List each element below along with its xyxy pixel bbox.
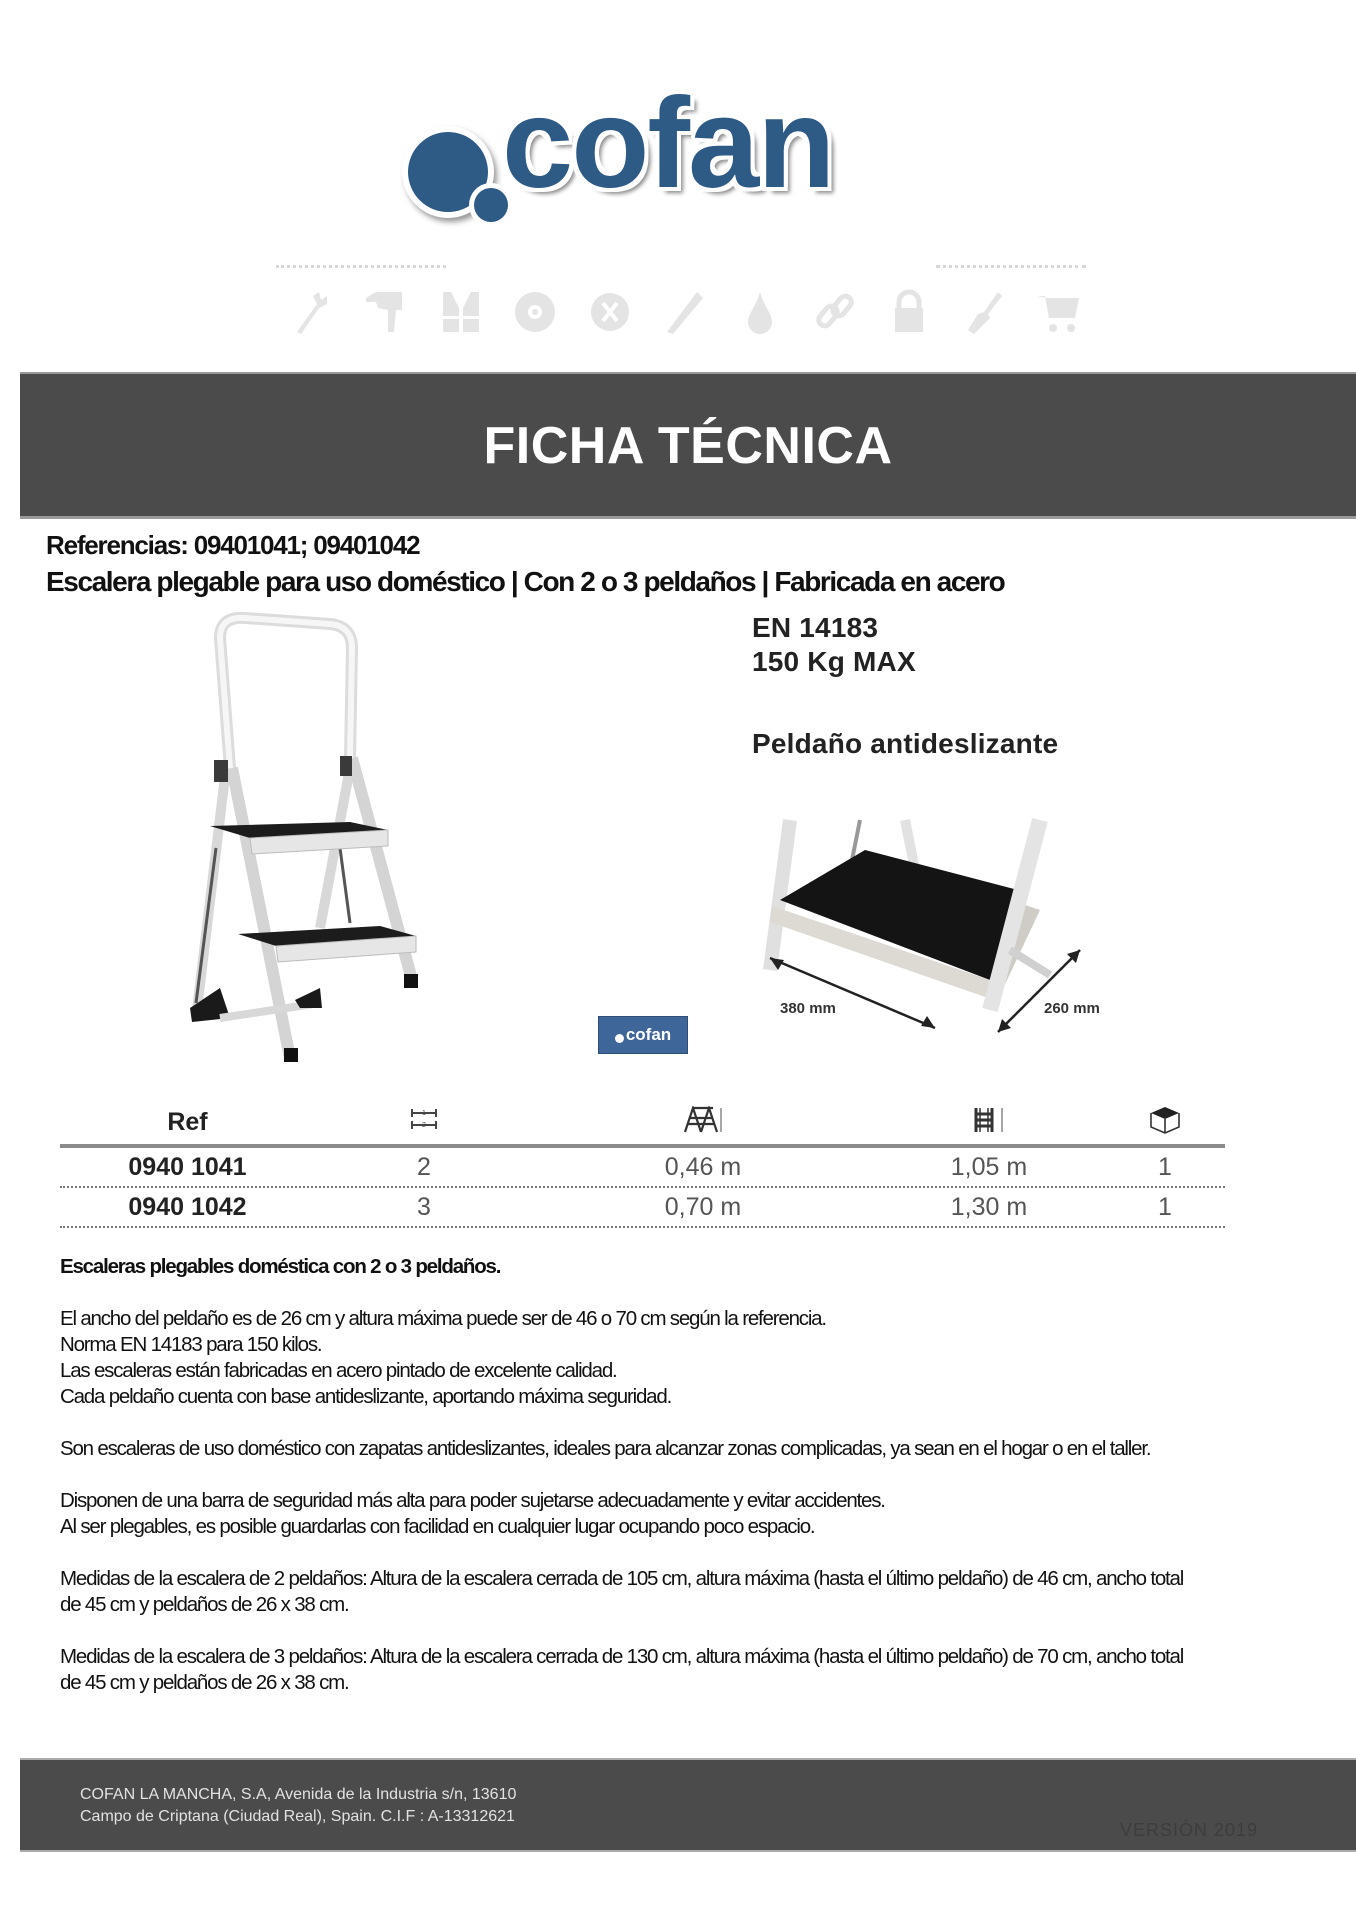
- header-band: [20, 372, 1356, 519]
- footer-version: VERSIÓN 2019: [1120, 1820, 1259, 1840]
- ladder-product-image: [190, 608, 530, 1068]
- dim-step-width: 260 mm: [1044, 1000, 1100, 1017]
- description-line: El ancho del peldaño es de 26 cm y altura máxima puede ser de 46 o 70 cm según la referencia.: [60, 1307, 826, 1330]
- cell-units: 1: [1158, 1152, 1172, 1181]
- description-line: Cada peldaño cuenta con base antideslizante, aportando máxima seguridad.: [60, 1385, 672, 1408]
- footer: [20, 1758, 1356, 1852]
- cell-max-height: 0,46 m: [664, 1152, 742, 1181]
- spec-feature: Peldaño antideslizante: [752, 728, 1059, 759]
- decorative-divider-right: [936, 265, 1086, 268]
- cofan-badge: [598, 1016, 688, 1054]
- description-line: Las escaleras están fabricadas en acero pintado de excelente calidad.: [60, 1359, 617, 1382]
- svg-text:2: 2: [422, 1121, 426, 1129]
- cell-steps: 3: [417, 1192, 431, 1221]
- description-paragraph: Medidas de la escalera de 2 peldaños: Altura de la escalera cerrada de 105 cm, altura máxima (hasta el último peldaño) de 46 cm, ancho total de 45 cm y peldaños de 26 x 38 cm.: [60, 1567, 1184, 1616]
- height-icon: [533, 1106, 873, 1139]
- lock-icon: [883, 286, 935, 338]
- cart-icon: [1033, 286, 1085, 338]
- vest-icon: [435, 286, 487, 338]
- table-row: [60, 1148, 1225, 1188]
- description: [60, 1254, 1260, 1696]
- cofan-logo: [392, 72, 912, 228]
- decorative-divider-left: [276, 265, 446, 268]
- logo-text: cofan: [502, 72, 834, 215]
- saw-icon: [659, 286, 711, 338]
- drill-icon: [360, 286, 412, 338]
- trowel-icon: [958, 286, 1010, 338]
- table-row: [60, 1188, 1225, 1228]
- cell-ref: 0940 1041: [128, 1152, 247, 1181]
- footer-address-line: COFAN LA MANCHA, S.A, Avenida de la Industria s/n, 13610: [80, 1786, 517, 1803]
- spec-max-load: 150 Kg MAX: [752, 646, 916, 677]
- svg-text:1: 1: [422, 1109, 426, 1117]
- cell-ref: 0940 1042: [128, 1192, 247, 1221]
- drop-icon: [734, 286, 786, 338]
- dim-step-length: 380 mm: [780, 1000, 836, 1017]
- badge-dot-icon: [615, 1034, 624, 1043]
- cell-closed-height: 1,05 m: [950, 1152, 1028, 1181]
- cell-steps: 2: [417, 1152, 431, 1181]
- description-paragraph: Son escaleras de uso doméstico con zapatas antideslizantes, ideales para alcanzar zonas complicadas, ya sean en el hogar o en el taller.: [60, 1437, 1151, 1460]
- description-line: Al ser plegables, es posible guardarlas con facilidad en cualquier lugar ocupando poco espacio.: [60, 1515, 815, 1538]
- table-header: [60, 1100, 1225, 1148]
- references: Referencias: 09401041; 09401042: [46, 530, 420, 560]
- spec-norm: EN 14183: [752, 612, 879, 643]
- header-ref: Ref: [167, 1107, 208, 1136]
- description-line: Norma EN 14183 para 150 kilos.: [60, 1333, 322, 1356]
- screw-icon: [584, 286, 636, 338]
- cell-units: 1: [1158, 1192, 1172, 1221]
- chain-icon: [809, 286, 861, 338]
- description-lead: Escaleras plegables doméstica con 2 o 3 peldaños.: [60, 1255, 501, 1278]
- product-subtitle: Escalera plegable para uso doméstico | Con 2 o 3 peldaños | Fabricada en acero: [46, 566, 1005, 597]
- page-title: FICHA TÉCNICA: [483, 417, 893, 475]
- category-icons-row: [285, 282, 1085, 342]
- closed-height-icon: [873, 1106, 1105, 1139]
- cell-closed-height: 1,30 m: [950, 1192, 1028, 1221]
- badge-text: cofan: [625, 1025, 672, 1044]
- cell-max-height: 0,70 m: [664, 1192, 742, 1221]
- box-icon: [1105, 1105, 1225, 1140]
- footer-address: [80, 1784, 516, 1828]
- description-paragraph: Medidas de la escalera de 3 peldaños: Altura de la escalera cerrada de 130 cm, altura máxima (hasta el último peldaño) de 70 cm, ancho total de 45 cm y peldaños de 26 x 38 cm.: [60, 1645, 1184, 1694]
- disc-icon: [509, 286, 561, 338]
- footer-address-line: Campo de Criptana (Ciudad Real), Spain. C.I.F : A-13312621: [80, 1808, 515, 1825]
- wrench-icon: [285, 286, 337, 338]
- description-line: Disponen de una barra de seguridad más alta para poder sujetarse adecuadamente y evitar accidentes.: [60, 1489, 885, 1512]
- steps-icon: [315, 1107, 533, 1138]
- spec-table: [60, 1100, 1225, 1228]
